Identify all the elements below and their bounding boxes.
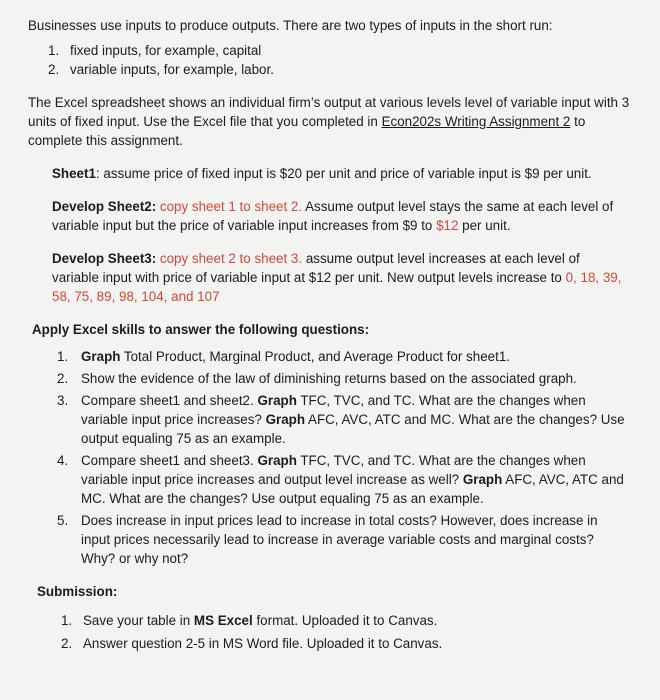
question-item (57, 511, 630, 568)
sheet2-text: Assume output level stays the same at each level of variable input but the price of variable input increases from $9 to (52, 199, 614, 233)
list-item (48, 60, 630, 79)
questions-heading: Apply Excel skills to answer the following questions: (32, 322, 370, 337)
sheet2-label: Develop Sheet2: (52, 199, 157, 214)
sheet1-paragraph (52, 164, 630, 183)
sheet3-text: assume output level increases at each level of variable input with price of variable input at $12 per unit. New output levels increase to (52, 251, 580, 285)
question-text: Compare sheet1 and sheet3. Graph TFC, TVC, and TC. What are the changes when variable input price increases and output level increase as well? Graph AFC, AVC, ATC and MC. What are the changes? Use output equaling 75 as an example. (81, 453, 624, 506)
item-text: fixed inputs, for example, capital (70, 43, 262, 58)
paragraph-text: to complete this assignment. (28, 114, 586, 148)
sheet2-new-price: $12 (436, 218, 459, 233)
sheet2-paragraph (52, 197, 630, 235)
paragraph-text: The Excel spreadsheet shows an individual firm’s output at various levels level of variable input with 3 units of fixed input. Use the Excel file that you completed in (28, 95, 630, 129)
list-item (48, 41, 630, 60)
question-text: Show the evidence of the law of diminishing returns based on the associated graph. (81, 371, 577, 386)
assignment-link[interactable]: Econ202s Writing Assignment 2 (381, 114, 571, 129)
submission-text: Save your table in MS Excel format. Uploaded it to Canvas. (83, 613, 438, 628)
submission-list (61, 611, 630, 653)
submission-heading: Submission: (37, 584, 118, 599)
question-text: Does increase in input prices lead to increase in total costs? However, does increase in input prices necessarily lead to increase in average variable costs and marginal costs? Why? or why not? (81, 513, 598, 566)
submission-item (61, 634, 630, 653)
spreadsheet-paragraph (28, 93, 630, 150)
item-text: variable inputs, for example, labor. (70, 62, 274, 77)
sheet3-output-levels: 0, 18, 39, 58, 75, 89, 98, 104, and 107 (52, 270, 622, 304)
input-types-list (48, 41, 630, 79)
sheet2-copy-note: copy sheet 1 to sheet 2. (156, 199, 303, 214)
submission-item (61, 611, 630, 630)
sheet3-label: Develop Sheet3: (52, 251, 157, 266)
questions-list (57, 347, 630, 568)
item-number: 2. (48, 62, 60, 77)
question-number: 3. (57, 393, 69, 408)
question-number: 4. (57, 453, 69, 468)
submission-number: 2. (61, 636, 73, 651)
submission-text: Answer question 2-5 in MS Word file. Uploaded it to Canvas. (83, 636, 443, 651)
item-number: 1. (48, 43, 60, 58)
question-number: 2. (57, 371, 69, 386)
sheet1-label: Sheet1 (52, 166, 96, 181)
question-text: Compare sheet1 and sheet2. Graph TFC, TVC, and TC. What are the changes when variable input price increases? Graph AFC, AVC, ATC and MC. What are the changes? Use output equaling 75 as an example. (81, 393, 625, 446)
sheet1-text: : assume price of fixed input is $20 per unit and price of variable input is $9 per unit. (95, 166, 592, 181)
sheet3-paragraph (52, 249, 630, 306)
question-item (57, 451, 630, 508)
sheet3-copy-note: copy sheet 2 to sheet 3. (156, 251, 303, 266)
question-item (57, 391, 630, 448)
question-item (57, 369, 630, 388)
sheet2-text-end: per unit. (458, 218, 511, 233)
question-number: 5. (57, 513, 69, 528)
intro-text: Businesses use inputs to produce outputs. There are two types of inputs in the short run: (28, 18, 553, 33)
question-item (57, 347, 630, 366)
question-text: Graph Total Product, Marginal Product, and Average Product for sheet1. (81, 349, 510, 364)
question-number: 1. (57, 349, 69, 364)
submission-number: 1. (61, 613, 73, 628)
